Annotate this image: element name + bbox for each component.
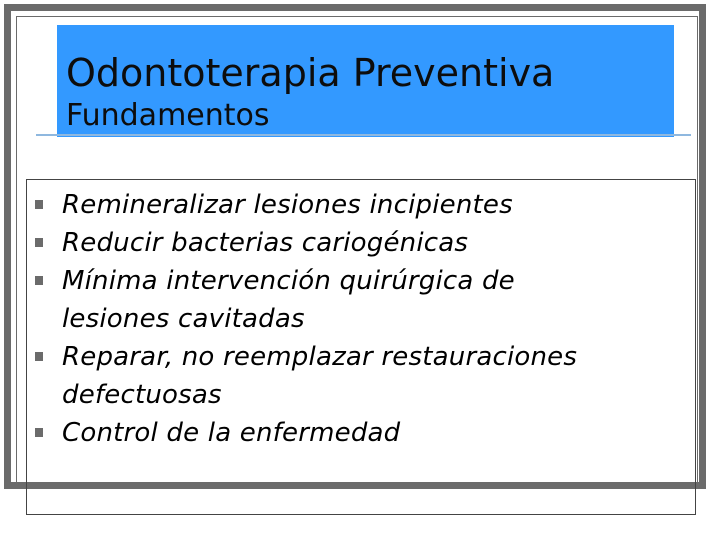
bullet-line: Reducir bacterias cariogénicas [62, 228, 469, 258]
bullet-line: Remineralizar lesiones incipientes [62, 190, 513, 220]
square-bullet-icon [35, 352, 43, 361]
bullet-line: lesiones cavitadas [62, 304, 305, 334]
bullet-line: Mínima intervención quirúrgica de [62, 266, 515, 296]
bullet-line: Reparar, no reemplazar restauraciones [62, 342, 578, 372]
bullet-item [0, 186, 700, 224]
slide-subtitle: Fundamentos [66, 98, 270, 133]
bullet-item [0, 338, 700, 414]
title-divider [36, 134, 691, 136]
square-bullet-icon [35, 238, 43, 247]
square-bullet-icon [35, 428, 43, 437]
square-bullet-icon [35, 276, 43, 285]
bullet-list [0, 186, 700, 452]
bullet-line: Control de la enfermedad [62, 418, 401, 448]
bullet-item [0, 224, 700, 262]
square-bullet-icon [35, 200, 43, 209]
bullet-line: defectuosas [62, 380, 222, 410]
bullet-item [0, 262, 700, 338]
slide-title: Odontoterapia Preventiva [66, 51, 555, 95]
bullet-item [0, 414, 700, 452]
